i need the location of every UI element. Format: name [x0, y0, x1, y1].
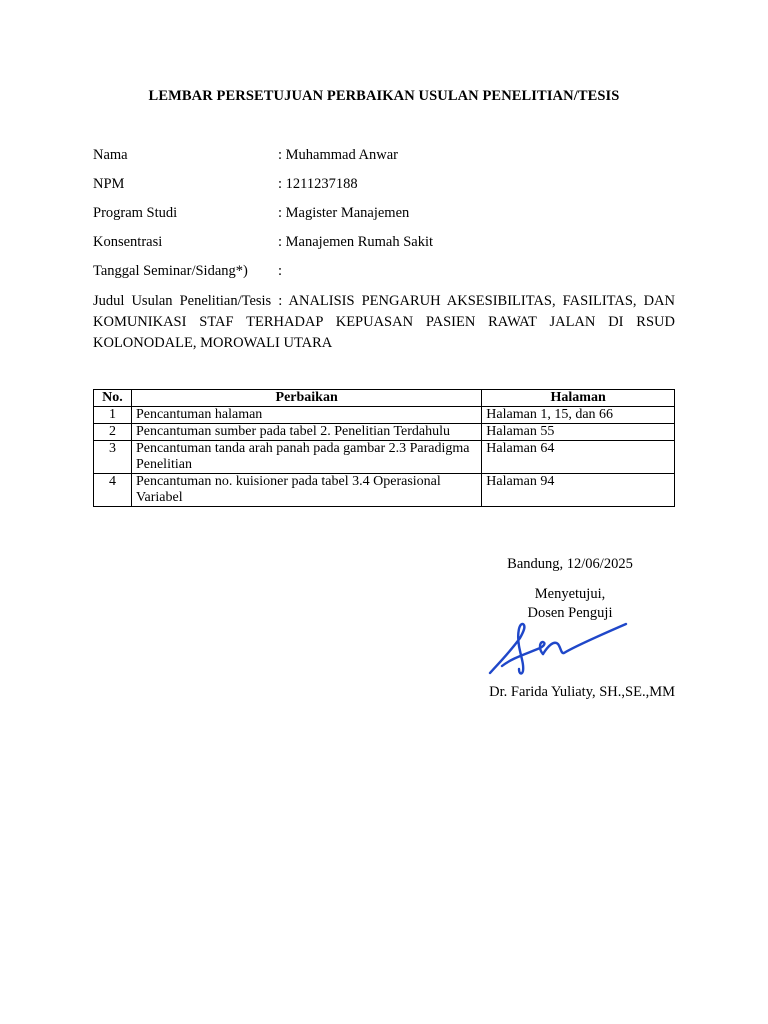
cell-halaman: Halaman 1, 15, dan 66 — [482, 407, 675, 424]
document-title: LEMBAR PERSETUJUAN PERBAIKAN USULAN PENELITIAN/TESIS — [148, 88, 620, 104]
table-header-row — [94, 390, 675, 407]
table-row — [94, 441, 675, 474]
cell-no: 3 — [94, 441, 132, 474]
header-no: No. — [94, 390, 132, 407]
cell-no: 1 — [94, 407, 132, 424]
field-judul — [93, 291, 675, 354]
field-value: : 1211237188 — [278, 176, 358, 192]
cell-perbaikan: Pencantuman tanda arah panah pada gambar 2.3 Paradigma Penelitian — [131, 441, 481, 474]
table-row — [94, 407, 675, 424]
judul-label: Judul Usulan Penelitian/Tesis : — [93, 293, 283, 309]
cell-perbaikan: Pencantuman halaman — [131, 407, 481, 424]
handwritten-signature-icon — [488, 620, 628, 676]
cell-no: 2 — [94, 424, 132, 441]
cell-perbaikan: Pencantuman sumber pada tabel 2. Penelitian Terdahulu — [131, 424, 481, 441]
signature-date: Bandung, 12/06/2025 — [507, 556, 633, 572]
perbaikan-table — [93, 389, 675, 507]
cell-halaman: Halaman 55 — [482, 424, 675, 441]
table-row — [94, 474, 675, 507]
field-value: : Muhammad Anwar — [278, 147, 399, 163]
field-label: Program Studi — [93, 205, 178, 221]
field-value: : Magister Manajemen — [278, 205, 410, 221]
field-label: Konsentrasi — [93, 234, 163, 250]
field-value: : — [278, 263, 283, 279]
signature-approval — [470, 585, 670, 623]
field-value: : Manajemen Rumah Sakit — [278, 234, 434, 250]
field-label: Nama — [93, 147, 128, 163]
cell-halaman: Halaman 94 — [482, 474, 675, 507]
header-halaman: Halaman — [482, 390, 675, 407]
approver-role: Dosen Penguji — [527, 605, 613, 621]
signer-name: Dr. Farida Yuliaty, SH.,SE.,MM — [489, 684, 675, 700]
field-label: Tanggal Seminar/Sidang*) — [93, 263, 248, 279]
cell-no: 4 — [94, 474, 132, 507]
judul-value: ANALISIS PENGARUH AKSESIBILITAS, FASILITAS, DAN KOMUNIKASI STAF TERHADAP KEPUASAN PASIEN RAWAT JALAN DI RSUD KOLONODALE, MOROWALI UTARA — [93, 293, 675, 351]
header-perbaikan: Perbaikan — [131, 390, 481, 407]
cell-halaman: Halaman 64 — [482, 441, 675, 474]
table-row — [94, 424, 675, 441]
field-label: NPM — [93, 176, 125, 192]
cell-perbaikan: Pencantuman no. kuisioner pada tabel 3.4 Operasional Variabel — [131, 474, 481, 507]
approval-line: Menyetujui, — [534, 586, 606, 602]
